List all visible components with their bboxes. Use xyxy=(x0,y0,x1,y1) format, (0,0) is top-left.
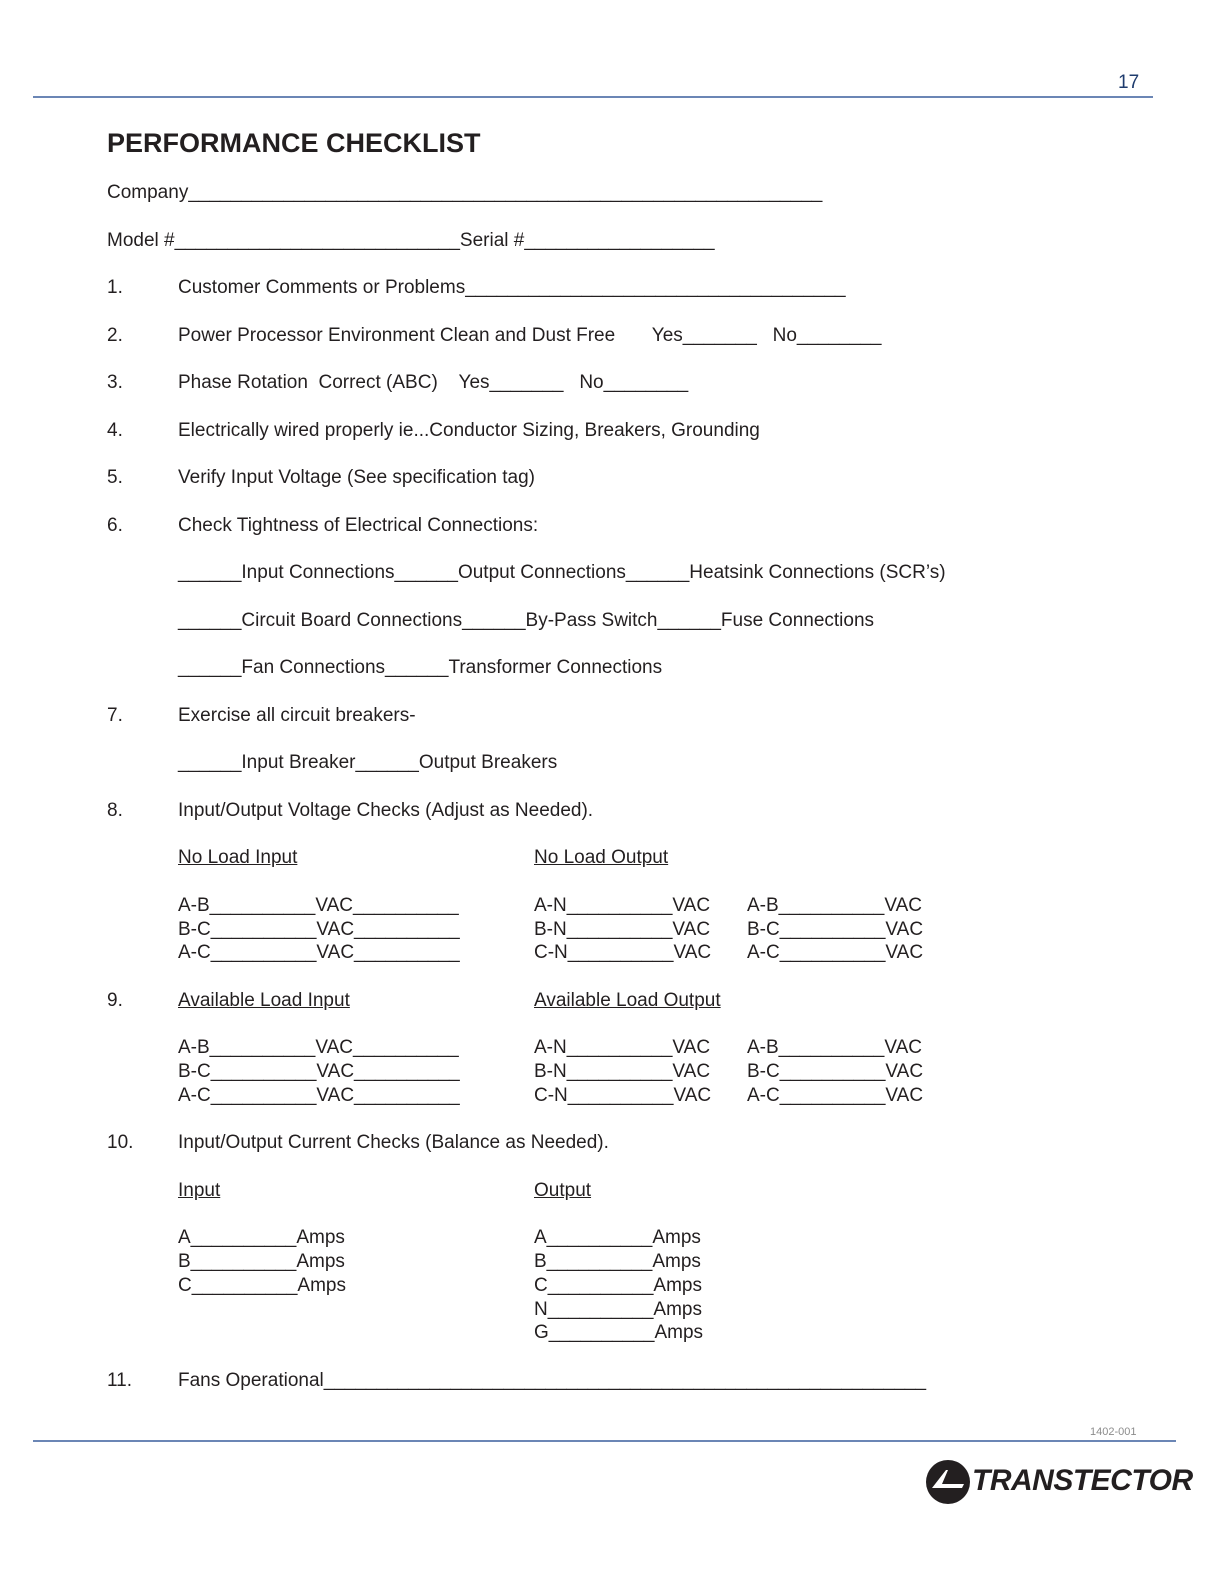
breaker-checks-line: ______Input Breaker______Output Breakers xyxy=(178,752,558,773)
voltage-row: B-C__________VAC xyxy=(747,1061,924,1082)
voltage-row: C-N__________VAC xyxy=(534,1085,712,1106)
current-row: A__________Amps xyxy=(534,1227,701,1248)
voltage-row: A-C__________VAC__________ xyxy=(178,1085,460,1106)
header-rule xyxy=(33,96,1153,98)
item-3-text: Phase Rotation Correct (ABC) Yes_______ No________ xyxy=(178,372,689,393)
company-field: Company____________________________________________________________ xyxy=(107,182,823,203)
item-number: 1. xyxy=(107,277,123,298)
no-load-output-heading: No Load Output xyxy=(534,847,669,868)
current-input-heading: Input xyxy=(178,1180,221,1201)
item-2-text: Power Processor Environment Clean and Dust Free Yes_______ No________ xyxy=(178,325,882,346)
item-8-text: Input/Output Voltage Checks (Adjust as Needed). xyxy=(178,800,594,821)
item-6-text: Check Tightness of Electrical Connections: xyxy=(178,515,539,536)
voltage-row: A-B__________VAC__________ xyxy=(178,895,459,916)
item-number: 3. xyxy=(107,372,123,393)
model-serial-field: Model #___________________________Serial #__________________ xyxy=(107,230,715,251)
voltage-row: A-N__________VAC xyxy=(534,895,711,916)
transtector-logo xyxy=(924,1458,1193,1506)
item-number: 2. xyxy=(107,325,123,346)
item-4-text: Electrically wired properly ie...Conductor Sizing, Breakers, Grounding xyxy=(178,420,760,441)
item-number: 8. xyxy=(107,800,123,821)
no-load-input-heading: No Load Input xyxy=(178,847,298,868)
voltage-row: B-N__________VAC xyxy=(534,919,711,940)
connection-checks-line: ______Fan Connections______Transformer Connections xyxy=(178,657,663,678)
voltage-row: A-B__________VAC xyxy=(747,895,922,916)
current-row: N__________Amps xyxy=(534,1299,702,1320)
voltage-row: A-N__________VAC xyxy=(534,1037,711,1058)
item-number: 4. xyxy=(107,420,123,441)
item-5-text: Verify Input Voltage (See specification tag) xyxy=(178,467,535,488)
item-11-text: Fans Operational_________________________________________________________ xyxy=(178,1370,927,1391)
voltage-row: A-B__________VAC__________ xyxy=(178,1037,459,1058)
available-load-output-heading: Available Load Output xyxy=(534,990,721,1011)
current-row: C__________Amps xyxy=(534,1275,702,1296)
connection-checks-line: ______Input Connections______Output Connections______Heatsink Connections (SCR’s) xyxy=(178,562,946,583)
voltage-row: B-N__________VAC xyxy=(534,1061,711,1082)
voltage-row: B-C__________VAC xyxy=(747,919,924,940)
item-number: 11. xyxy=(107,1370,133,1391)
item-number: 6. xyxy=(107,515,123,536)
footer-rule xyxy=(33,1440,1176,1442)
item-7-text: Exercise all circuit breakers- xyxy=(178,705,416,726)
item-number: 7. xyxy=(107,705,123,726)
voltage-row: A-C__________VAC xyxy=(747,1085,924,1106)
current-output-heading: Output xyxy=(534,1180,592,1201)
voltage-row: A-C__________VAC__________ xyxy=(178,942,460,963)
item-number: 9. xyxy=(107,990,123,1011)
voltage-row: A-B__________VAC xyxy=(747,1037,922,1058)
connection-checks-line: ______Circuit Board Connections______By-Pass Switch______Fuse Connections xyxy=(178,610,875,631)
logo-wordmark: TRANSTECTOR xyxy=(972,1464,1193,1497)
available-load-input-heading: Available Load Input xyxy=(178,990,350,1011)
voltage-row: A-C__________VAC xyxy=(747,942,924,963)
voltage-row: C-N__________VAC xyxy=(534,942,712,963)
voltage-row: B-C__________VAC__________ xyxy=(178,919,460,940)
current-row: B__________Amps xyxy=(534,1251,701,1272)
voltage-row: B-C__________VAC__________ xyxy=(178,1061,460,1082)
item-10-text: Input/Output Current Checks (Balance as Needed). xyxy=(178,1132,609,1153)
item-number: 5. xyxy=(107,467,123,488)
current-row: G__________Amps xyxy=(534,1322,704,1343)
document-code: 1402-001 xyxy=(1090,1426,1137,1438)
transtector-logo-icon xyxy=(924,1458,972,1506)
current-row: C__________Amps xyxy=(178,1275,346,1296)
item-number: 10. xyxy=(107,1132,134,1153)
current-row: A__________Amps xyxy=(178,1227,345,1248)
page-number: 17 xyxy=(1118,72,1140,93)
page-title: PERFORMANCE CHECKLIST xyxy=(107,128,481,158)
item-1-text: Customer Comments or Problems____________________________________ xyxy=(178,277,846,298)
current-row: B__________Amps xyxy=(178,1251,345,1272)
